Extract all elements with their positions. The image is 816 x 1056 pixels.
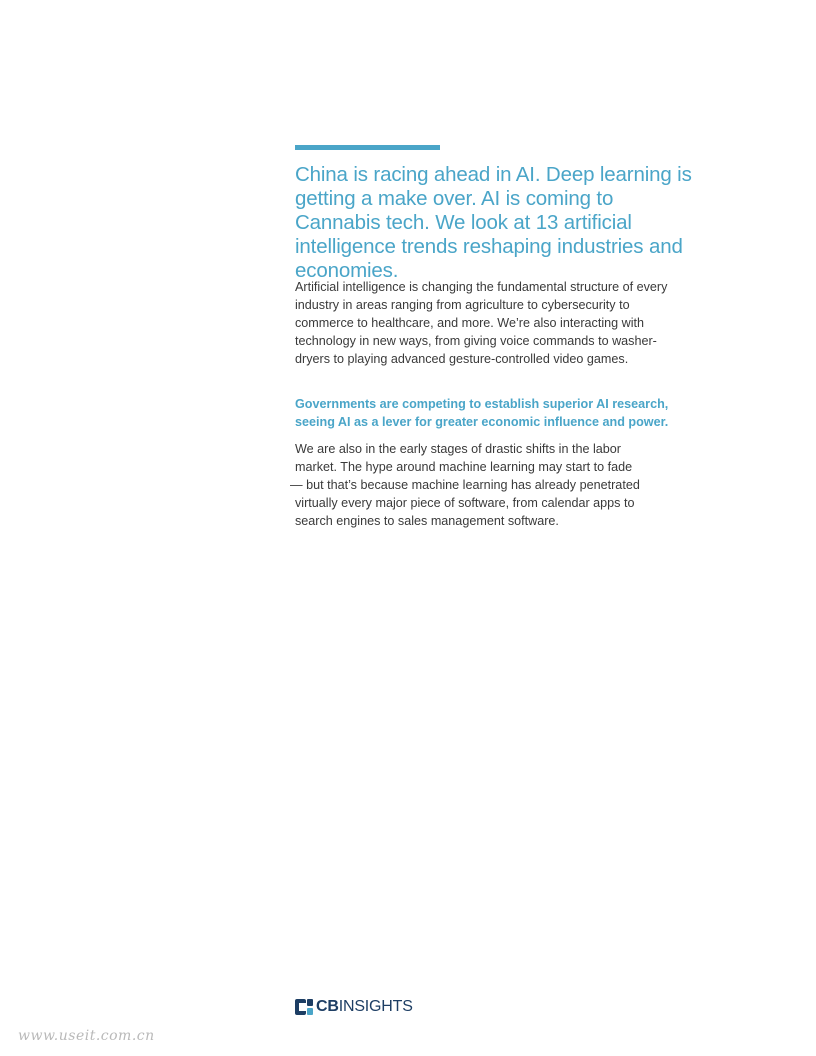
paragraph-line: virtually every major piece of software, from calendar apps to — [295, 496, 635, 510]
accent-rule — [295, 145, 440, 150]
paragraph-line: — but that’s because machine learning has already penetrated — [290, 478, 640, 492]
callout-quote: Governments are competing to establish superior AI research, seeing AI as a lever for greater economic influence and power. — [295, 397, 669, 429]
cbinsights-logo — [295, 997, 413, 1017]
logo-wordmark: CBINSIGHTS — [316, 998, 413, 1015]
intro-paragraph: Artificial intelligence is changing the fundamental structure of every industry in areas ranging from agriculture to cybersecurity to commerce to healthcare, and more. We’re also interacting with technology in new ways, from giving voice commands to washer-dryers to playing advanced gesture-controlled video games. — [295, 280, 668, 366]
paragraph-line: search engines to sales management software. — [295, 514, 559, 528]
headline: China is racing ahead in AI. Deep learning is getting a make over. AI is coming to Cannabis tech. We look at 13 artificial intelligence trends reshaping industries and economies. — [295, 163, 692, 282]
watermark: www.useit.com.cn — [18, 1028, 155, 1044]
cbinsights-logo-icon — [295, 999, 313, 1015]
paragraph-line: We are also in the early stages of drastic shifts in the labor — [295, 442, 621, 456]
labor-market-paragraph — [290, 440, 680, 530]
paragraph-line: market. The hype around machine learning may start to fade — [295, 460, 633, 474]
